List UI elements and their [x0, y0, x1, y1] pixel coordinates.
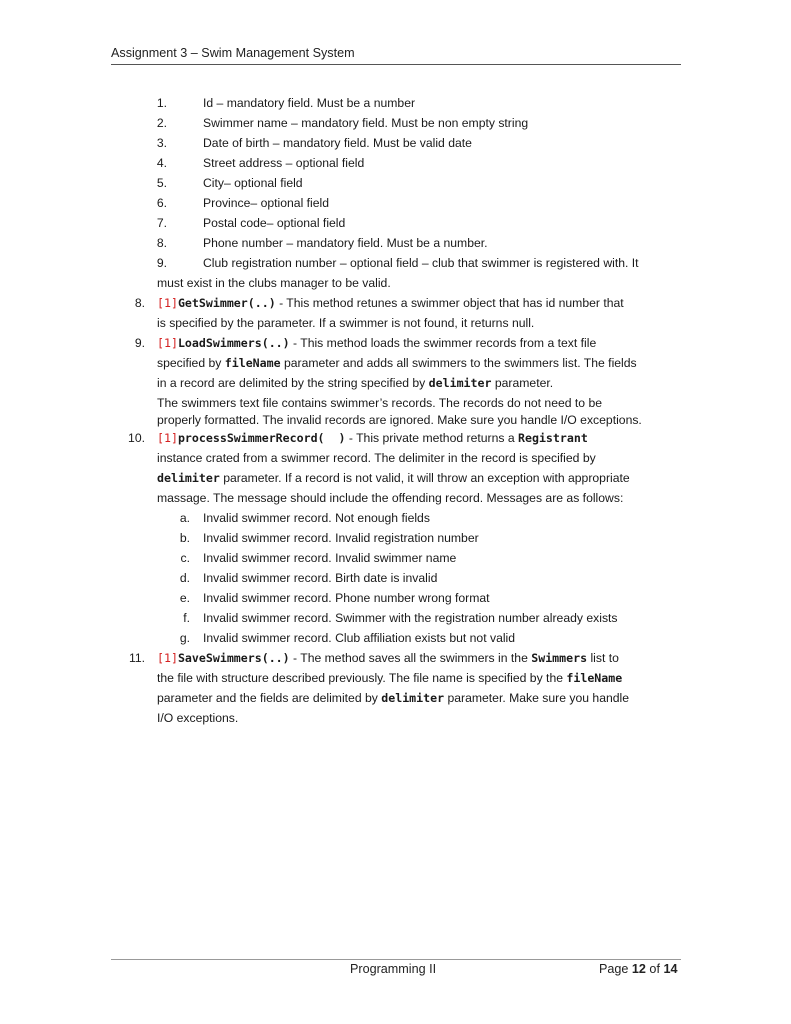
item-number: 11. — [128, 651, 145, 665]
list-number: 6. — [156, 196, 167, 210]
text-line: I/O exceptions. — [157, 711, 239, 725]
list-item: Invalid swimmer record. Birth date is invalid — [203, 571, 438, 585]
list-item: Phone number – mandatory field. Must be a number. — [203, 236, 488, 250]
list-number: 5. — [156, 176, 167, 190]
text-span: - The method saves all the swimmers in the — [289, 651, 532, 665]
list-letter: e. — [179, 591, 190, 605]
page-word: Page — [599, 962, 632, 976]
text-span: parameter. — [491, 376, 554, 390]
list-letter: d. — [179, 571, 190, 585]
list-item: Invalid swimmer record. Invalid registration number — [203, 531, 479, 545]
code-term: Registrant — [518, 431, 588, 445]
text-line — [157, 355, 637, 371]
item-number: 10. — [128, 431, 145, 445]
code-term: fileName — [566, 671, 623, 685]
list-number: 8. — [156, 236, 167, 250]
code-term: Swimmers — [531, 651, 588, 665]
item-number: 9. — [134, 336, 145, 350]
list-item: Date of birth – mandatory field. Must be valid date — [203, 136, 472, 150]
list-item: Postal code– optional field — [203, 216, 346, 230]
list-number: 2. — [156, 116, 167, 130]
of-word: of — [645, 962, 664, 976]
code-term: fileName — [224, 356, 281, 370]
method-name: SaveSwimmers(..) — [177, 651, 290, 665]
points-tag: [1] — [157, 431, 178, 445]
list-letter: b. — [179, 531, 190, 545]
list-letter: a. — [179, 511, 190, 525]
list-item: Swimmer name – mandatory field. Must be non empty string — [203, 116, 529, 130]
text-line: instance crated from a swimmer record. The delimiter in the record is specified by — [157, 451, 596, 465]
list-letter: g. — [179, 631, 190, 645]
list-number: 3. — [156, 136, 167, 150]
list-letter: c. — [180, 551, 190, 565]
method-name: GetSwimmer(..) — [177, 296, 276, 310]
text-line: is specified by the parameter. If a swimmer is not found, it returns null. — [157, 316, 535, 330]
text-span: - This method retunes a swimmer object that has id number that — [275, 296, 624, 310]
code-term: delimiter — [157, 471, 220, 485]
item-number: 8. — [134, 296, 145, 310]
text-span: parameter. If a record is not valid, it will throw an exception with appropriate — [219, 471, 630, 485]
text-line — [157, 670, 622, 686]
text-span: specified by — [157, 356, 225, 370]
list-item: Invalid swimmer record. Swimmer with the registration number already exists — [203, 611, 618, 625]
text-span: - This private method returns a — [345, 431, 518, 445]
text-span: in a record are delimited by the string specified by — [157, 376, 429, 390]
text-line: massage. The message should include the offending record. Messages are as follows: — [157, 491, 624, 505]
list-item: Club registration number – optional field – club that swimmer is registered with. It — [203, 256, 639, 270]
list-number: 1. — [156, 96, 167, 110]
text-span: the file with structure described previously. The file name is specified by the — [157, 671, 567, 685]
text-span: list to — [587, 651, 619, 665]
text-span: parameter and the fields are delimited by — [157, 691, 382, 705]
text-span: parameter. Make sure you handle — [444, 691, 630, 705]
footer-course: Programming II — [350, 962, 437, 976]
method-description — [157, 335, 596, 351]
text-line: properly formatted. The invalid records are ignored. Make sure you handle I/O exceptions. — [157, 413, 642, 427]
list-number: 9. — [156, 256, 167, 270]
code-term: delimiter — [381, 691, 445, 705]
list-item: Invalid swimmer record. Not enough fields — [203, 511, 430, 525]
points-tag: [1] — [157, 336, 178, 350]
list-item: City– optional field — [203, 176, 303, 190]
list-item: Street address – optional field — [203, 156, 365, 170]
footer-rule — [111, 959, 681, 960]
list-item: Id – mandatory field. Must be a number — [203, 96, 416, 110]
list-number: 7. — [156, 216, 167, 230]
text-line — [157, 690, 629, 706]
method-name: processSwimmerRecord( ) — [177, 431, 346, 445]
list-letter: f. — [183, 611, 190, 625]
list-number: 4. — [156, 156, 167, 170]
text-line — [157, 375, 553, 391]
header-rule — [111, 64, 681, 65]
method-description — [157, 650, 619, 666]
list-item-continuation: must exist in the clubs manager to be valid. — [157, 276, 391, 290]
points-tag: [1] — [157, 296, 178, 310]
list-item: Invalid swimmer record. Phone number wrong format — [203, 591, 490, 605]
list-item: Province– optional field — [203, 196, 330, 210]
list-item: Invalid swimmer record. Invalid swimmer name — [203, 551, 457, 565]
page-number — [599, 962, 677, 976]
method-name: LoadSwimmers(..) — [177, 336, 290, 350]
method-description — [157, 430, 588, 446]
text-span: - This method loads the swimmer records from a text file — [289, 336, 597, 350]
method-description — [157, 295, 624, 311]
text-line — [157, 470, 630, 486]
text-span: parameter and adds all swimmers to the swimmers list. The fields — [280, 356, 637, 370]
list-item: Invalid swimmer record. Club affiliation exists but not valid — [203, 631, 516, 645]
current-page: 12 — [631, 962, 646, 976]
total-pages: 14 — [663, 962, 678, 976]
points-tag: [1] — [157, 651, 178, 665]
text-line: The swimmers text file contains swimmer’s records. The records do not need to be — [157, 396, 603, 410]
page-header: Assignment 3 – Swim Management System — [111, 46, 355, 60]
code-term: delimiter — [428, 376, 492, 390]
